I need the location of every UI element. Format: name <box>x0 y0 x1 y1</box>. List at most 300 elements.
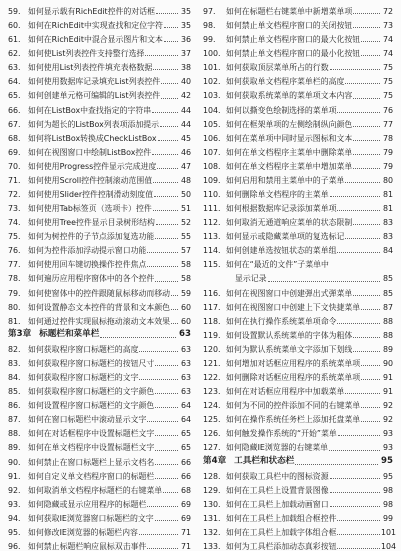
entry-number: 89. <box>8 443 21 453</box>
entry-number: 131. <box>203 513 221 523</box>
entry-title: 如何获取工具栏中的图标资源 <box>226 471 329 481</box>
entry-title: 如何使List列表控件支持整行选择 <box>28 49 145 59</box>
toc-right-column <box>203 2 397 551</box>
entry-title: 如何在操作系统任务栏上添加托盘菜单 <box>226 415 361 425</box>
entry-number: 123. <box>203 387 221 397</box>
page-number: 72 <box>382 7 393 16</box>
entry-number: 106. <box>203 133 221 143</box>
page-number: 81 <box>382 204 393 214</box>
entry-number: 97. <box>203 7 216 16</box>
toc-entry[interactable] <box>203 185 393 199</box>
entry-title: 如何通过控件实现鼠标拖动滚动文本效果 <box>28 316 171 326</box>
entry-title: 如何禁止在窗口标题栏上显示文档名 <box>28 457 155 467</box>
entry-number: 75. <box>8 232 21 242</box>
toc-entry[interactable] <box>203 86 393 100</box>
entry-number: 122. <box>203 373 221 383</box>
dot-leader <box>152 154 178 155</box>
entry-number: 95. <box>8 527 21 537</box>
entry-title: 如何获取单文档程序菜单栏的高度 <box>226 77 345 87</box>
entry-title: 如何在视图窗口中创建上下文快捷菜单 <box>226 302 361 312</box>
page-number: 44 <box>180 105 191 115</box>
dot-leader <box>139 534 178 535</box>
dot-leader <box>157 168 178 169</box>
toc-entry[interactable] <box>203 354 393 368</box>
dot-leader <box>330 506 380 507</box>
dot-leader <box>337 548 380 549</box>
entry-number: 70. <box>8 161 21 171</box>
entry-number: 60. <box>8 21 21 31</box>
entry-number: 85. <box>8 387 21 397</box>
entry-number: 133. <box>203 541 221 551</box>
toc-entry[interactable] <box>8 410 191 424</box>
entry-title: 如何使用List列表控件填充表格数据 <box>28 63 153 73</box>
toc-entry[interactable] <box>203 227 393 241</box>
dot-leader <box>268 281 380 282</box>
entry-number: 100. <box>203 49 221 59</box>
page-number: 101 <box>381 527 397 537</box>
toc-entry[interactable] <box>8 227 191 241</box>
entry-number: 103. <box>203 91 221 101</box>
dot-leader <box>353 140 380 141</box>
page-number: 35 <box>180 21 191 31</box>
toc-entry[interactable] <box>203 143 393 157</box>
page-number: 75 <box>382 63 393 73</box>
toc-entry[interactable] <box>8 171 191 185</box>
dot-leader <box>156 13 178 14</box>
toc-entry[interactable] <box>203 467 393 481</box>
entry-number: 126. <box>203 429 221 439</box>
page-number: 71 <box>180 541 191 551</box>
toc-entry[interactable] <box>8 269 191 283</box>
entry-title: 如何在RichEdit中混合显示图片和文本 <box>28 35 163 45</box>
toc-entry[interactable] <box>8 115 191 129</box>
entry-title: 如何为控件添加浮动提示窗口功能 <box>28 246 147 256</box>
entry-title: 如何修改IE浏览器的标题栏内容 <box>28 527 138 537</box>
toc-entry[interactable] <box>8 143 191 157</box>
page-number: 104 <box>381 541 397 551</box>
page-number: 73 <box>382 21 393 31</box>
toc-entry[interactable] <box>203 298 393 312</box>
dot-leader <box>353 126 380 127</box>
toc-entry[interactable] <box>8 354 191 368</box>
entry-title: 如何获取程序窗口标题栏的文字颜色 <box>28 387 155 397</box>
page-number: 63 <box>180 344 191 354</box>
entry-number: 117. <box>203 302 221 312</box>
toc-entry[interactable] <box>8 44 191 58</box>
dot-leader <box>353 224 380 225</box>
entry-title: 如何显示载有RichEdit控件的对话框 <box>28 7 155 16</box>
toc-entry[interactable] <box>8 537 191 551</box>
toc-entry[interactable] <box>8 241 191 255</box>
entry-number: 130. <box>203 499 221 509</box>
entry-number: 64. <box>8 77 21 87</box>
toc-entry[interactable] <box>8 340 191 354</box>
toc-entry[interactable] <box>8 86 191 100</box>
entry-number: 61. <box>8 35 21 45</box>
toc-entry[interactable] <box>203 396 393 410</box>
toc-entry[interactable] <box>203 255 393 269</box>
entry-title: 如何设置程序窗口标题栏的文字颜色 <box>28 401 155 411</box>
toc-left-column <box>8 2 191 551</box>
dot-leader <box>147 421 178 422</box>
toc-entry[interactable] <box>8 58 191 72</box>
entry-title: 如何在单文档程序中设置标题栏文字 <box>28 443 155 453</box>
entry-number: 111. <box>203 204 221 214</box>
dot-leader <box>353 13 380 14</box>
dot-leader <box>337 252 380 253</box>
dot-leader <box>337 112 380 113</box>
page-number: 58 <box>180 260 191 270</box>
dot-leader <box>330 69 380 70</box>
entry-number: 114. <box>203 246 221 256</box>
toc-entry[interactable] <box>203 44 393 58</box>
page-number: 52 <box>180 218 191 228</box>
page-number: 40 <box>180 77 191 87</box>
entry-number: 104. <box>203 105 221 115</box>
toc-entry[interactable] <box>203 115 393 129</box>
dot-leader <box>153 69 178 70</box>
toc-entry[interactable] <box>8 284 191 298</box>
toc-entry[interactable] <box>203 129 393 143</box>
page-number: 59 <box>180 288 191 298</box>
page-number: 92 <box>382 401 393 411</box>
dot-leader <box>139 379 178 380</box>
entry-number: 82. <box>8 344 21 354</box>
dot-leader <box>155 435 178 436</box>
entry-number: 129. <box>203 485 221 495</box>
page-number: 64 <box>180 401 191 411</box>
toc-entry[interactable] <box>203 16 393 30</box>
dot-leader <box>153 210 178 211</box>
page-number: 84 <box>382 246 393 256</box>
entry-title: 如何触发操作系统的“开始”菜单 <box>226 429 337 439</box>
entry-title: 如何使用Tree控件显示目录树形结构 <box>28 218 155 228</box>
page-number: 83 <box>382 232 393 242</box>
entry-title: 如何取消单文档程序标题栏的右键菜单 <box>28 485 163 495</box>
toc-entry[interactable] <box>203 340 393 354</box>
entry-title: 如何增加对话框应用程序的系统菜单项 <box>226 358 361 368</box>
dot-leader <box>345 238 380 239</box>
entry-number: 124. <box>203 401 221 411</box>
entry-number: 128. <box>203 471 221 481</box>
entry-title: 如何禁止单文档程序窗口的关闭按钮 <box>226 21 353 31</box>
entry-number: 108. <box>203 161 221 171</box>
page-number: 95 <box>382 471 393 481</box>
entry-title: 如何根据数据库记录添加菜单项 <box>226 204 337 214</box>
entry-number: 96. <box>8 541 21 551</box>
entry-title: 如何为不同的控件添加不同的右键菜单 <box>226 401 361 411</box>
chapter-title: 工具栏和状态栏 <box>234 455 295 466</box>
dot-leader <box>345 83 380 84</box>
entry-title: 如何使用Slider控件控制滑动刻度值 <box>28 190 154 200</box>
entry-title: 如何在工具栏上加载字体组合框 <box>226 527 337 537</box>
toc-entry[interactable] <box>203 101 393 115</box>
entry-number: 87. <box>8 415 21 425</box>
toc-entry[interactable] <box>8 312 191 326</box>
page-number: 69 <box>180 513 191 523</box>
page-number: 78 <box>382 133 393 143</box>
page-number: 93 <box>382 429 393 439</box>
dot-leader <box>361 309 380 310</box>
dot-leader <box>164 41 178 42</box>
toc-entry[interactable] <box>203 157 393 171</box>
page-number: 64 <box>180 415 191 425</box>
entry-number: 109. <box>203 175 221 185</box>
entry-title: 如何在窗口标题栏中滚动显示文字 <box>28 415 147 425</box>
toc-entry[interactable] <box>203 438 393 452</box>
entry-number: 121. <box>203 358 221 368</box>
entry-number: 115. <box>203 260 221 270</box>
entry-number: 72. <box>8 190 21 200</box>
dot-leader <box>100 337 176 338</box>
toc-entry[interactable] <box>203 326 393 340</box>
toc-entry[interactable] <box>8 16 191 30</box>
toc-entry[interactable] <box>8 495 191 509</box>
entry-title: 如何在工具栏上加载动画窗口 <box>226 499 329 509</box>
dot-leader <box>337 323 380 324</box>
toc-entry[interactable] <box>203 368 393 382</box>
dot-leader <box>139 351 178 352</box>
entry-number: 116. <box>203 288 221 298</box>
toc-entry[interactable] <box>8 453 191 467</box>
page-number: 51 <box>180 204 191 214</box>
dot-leader <box>337 210 380 211</box>
entry-title: 如何获取程序窗口标题栏的文字 <box>28 373 139 383</box>
entry-number: 127. <box>203 443 221 453</box>
toc-entry[interactable] <box>8 213 191 227</box>
page-number: 66 <box>180 471 191 481</box>
entry-number: 93. <box>8 499 21 509</box>
entry-title: 如何以撕变色绘制选择的菜单项 <box>226 105 337 115</box>
dot-leader <box>147 506 178 507</box>
chapter-label: 第4章 <box>203 455 227 466</box>
entry-number: 84. <box>8 373 21 383</box>
dot-leader <box>160 126 178 127</box>
dot-leader <box>171 323 178 324</box>
page-number: 75 <box>382 77 393 87</box>
toc-entry[interactable] <box>8 368 191 382</box>
dot-leader <box>155 478 178 479</box>
toc-entry[interactable] <box>203 171 393 185</box>
toc-entry[interactable] <box>203 2 393 16</box>
dot-leader <box>361 365 380 366</box>
dot-leader <box>345 182 380 183</box>
dot-leader <box>353 168 380 169</box>
entry-title: 如何禁止单文档程序窗口的最大化按钮 <box>226 35 361 45</box>
page-number: 45 <box>180 133 191 143</box>
dot-leader <box>361 41 380 42</box>
page-number: 66 <box>180 457 191 467</box>
toc-entry[interactable] <box>203 424 393 438</box>
page-number: 36 <box>180 35 191 45</box>
entry-number: 88. <box>8 429 21 439</box>
entry-number: 83. <box>8 358 21 368</box>
entry-title: 如何在单文档程序主菜单中删除菜单 <box>226 147 353 157</box>
entry-number: 77. <box>8 260 21 270</box>
toc-entry[interactable] <box>8 101 191 115</box>
toc-entry[interactable] <box>203 382 393 396</box>
entry-title: 如何自定义单文档程序窗口的标题栏 <box>28 471 155 481</box>
page-number: 47 <box>180 161 191 171</box>
entry-title: 如何使用数据库记录填充List列表控件 <box>28 77 161 87</box>
dot-leader <box>338 435 380 436</box>
entry-title: 如何在执行操作系统菜单项命令 <box>226 316 337 326</box>
page-number: 88 <box>382 330 393 340</box>
toc-entry[interactable] <box>8 255 191 269</box>
dot-leader <box>353 351 380 352</box>
dot-leader <box>345 393 380 394</box>
page-number: 60 <box>180 302 191 312</box>
toc-entry[interactable] <box>203 213 393 227</box>
entry-title: 如何使用回车键切换操作控件焦点 <box>28 260 147 270</box>
entry-number: 94. <box>8 513 21 523</box>
entry-number: 99. <box>203 35 216 45</box>
entry-title: 如何禁止单文档程序窗口的最小化按钮 <box>226 49 361 59</box>
page-number: 95 <box>381 455 393 466</box>
page-number: 79 <box>382 161 393 171</box>
entry-title: 如何在RichEdit中实现查找和定位字符 <box>28 21 163 31</box>
entry-number: 112. <box>203 218 221 228</box>
dot-leader <box>361 55 380 56</box>
page-number: 85 <box>382 274 393 284</box>
entry-number: 81. <box>8 316 21 326</box>
entry-title: 如何在标题栏右键菜单中新增菜单项 <box>226 7 353 16</box>
page-number: 55 <box>180 232 191 242</box>
toc-entry[interactable] <box>203 241 393 255</box>
toc-entry[interactable] <box>8 382 191 396</box>
toc-entry[interactable] <box>203 481 393 495</box>
toc-entry[interactable] <box>8 424 191 438</box>
entry-title: 如何在框架单项的左侧绘制纵向颜色 <box>226 119 353 129</box>
entry-number: 132. <box>203 527 221 537</box>
chapter-label: 第3章 <box>8 329 32 339</box>
toc-entry[interactable] <box>8 396 191 410</box>
dot-leader <box>353 295 380 296</box>
toc-entry[interactable] <box>203 72 393 86</box>
entry-number: 90. <box>8 457 21 467</box>
toc-entry[interactable] <box>203 58 393 72</box>
entry-title: 如何在菜单项中同时显示图标和文本 <box>226 133 353 143</box>
entry-title: 如何获取程序窗口标题栏的高度 <box>28 344 139 354</box>
toc-entry[interactable] <box>8 467 191 481</box>
toc-entry[interactable] <box>8 481 191 495</box>
page-number: 37 <box>180 49 191 59</box>
entry-title: 如何在视图窗口中绘制ListBox控件 <box>28 147 152 157</box>
page-number: 91 <box>382 387 393 397</box>
dot-leader <box>147 548 178 549</box>
toc-entry[interactable] <box>8 157 191 171</box>
dot-leader <box>337 534 380 535</box>
page-number: 46 <box>180 147 191 157</box>
entry-number: 71. <box>8 175 21 185</box>
dot-leader <box>147 266 178 267</box>
toc-entry[interactable] <box>8 2 191 16</box>
page-number: 93 <box>382 443 393 453</box>
entry-number: 91. <box>8 471 21 481</box>
toc-entry[interactable] <box>203 495 393 509</box>
dot-leader <box>156 224 178 225</box>
page-number: 63 <box>180 387 191 397</box>
toc-chapter-heading[interactable] <box>8 326 191 340</box>
toc-entry[interactable] <box>203 30 393 44</box>
entry-number: 65. <box>8 91 21 101</box>
entry-title: 如何在视图窗口中创建弹出式弹菜单 <box>226 288 353 298</box>
entry-title: 如何创建单元格可编辑的List列表控件 <box>28 91 161 101</box>
toc-entry[interactable] <box>203 312 393 326</box>
toc-entry[interactable] <box>203 199 393 213</box>
toc-entry[interactable] <box>8 199 191 213</box>
toc-entry[interactable] <box>8 509 191 523</box>
entry-title: 如何设置静态文本控件的背景和文本颜色 <box>28 302 171 312</box>
toc-entry[interactable] <box>8 438 191 452</box>
entry-number: 113. <box>203 232 221 242</box>
page-number: 38 <box>180 63 191 73</box>
toc-entry[interactable] <box>8 523 191 537</box>
toc-entry[interactable] <box>203 523 397 537</box>
page-number: 57 <box>180 246 191 256</box>
dot-leader <box>361 379 380 380</box>
toc-entry[interactable] <box>203 284 393 298</box>
entry-title: 如何禁止标题栏响应鼠标双击事件 <box>28 541 147 551</box>
page-number: 77 <box>382 119 393 129</box>
entry-number: 63. <box>8 63 21 73</box>
entry-number: 86. <box>8 401 21 411</box>
entry-number: 62. <box>8 49 21 59</box>
entry-number: 79. <box>8 288 21 298</box>
toc-entry[interactable] <box>203 537 397 551</box>
toc-entry[interactable] <box>8 185 191 199</box>
toc-entry[interactable] <box>203 509 393 523</box>
dot-leader <box>353 337 380 338</box>
page-number: 63 <box>180 373 191 383</box>
page-number: 92 <box>382 415 393 425</box>
chapter-title: 标题栏和菜单栏 <box>39 329 100 339</box>
dot-leader <box>361 421 380 422</box>
entry-title: 如何使用Scroll控件控制滚动范围值 <box>28 175 153 185</box>
entry-title: 如何在ListBox中查找指定的字符串 <box>28 105 152 115</box>
dot-leader <box>153 182 178 183</box>
entry-number: 59. <box>8 7 21 16</box>
entry-number: 105. <box>203 119 221 129</box>
dot-leader <box>163 492 178 493</box>
toc-entry[interactable] <box>203 410 393 424</box>
entry-number: 120. <box>203 344 221 354</box>
page-number: 63 <box>179 329 191 339</box>
entry-title: 如何为超长的ListBox列表项添加提示 <box>28 119 160 129</box>
entry-title: 如何显示或隐藏菜单项的复选标记 <box>226 232 345 242</box>
page-number: 88 <box>382 316 393 326</box>
dot-leader <box>155 450 178 451</box>
entry-title: 如何启用和禁用主菜单中的子菜单 <box>226 175 345 185</box>
toc-entry-continuation[interactable] <box>203 269 393 283</box>
toc-entry[interactable] <box>8 72 191 86</box>
page-number: 42 <box>180 91 191 101</box>
page-number: 98 <box>382 499 393 509</box>
page-number: 76 <box>382 105 393 115</box>
toc-chapter-heading[interactable] <box>203 453 393 467</box>
toc-entry[interactable] <box>8 129 191 143</box>
dot-leader <box>155 520 178 521</box>
entry-title: 显示记录 <box>235 274 267 284</box>
dot-leader <box>147 252 178 253</box>
toc-entry[interactable] <box>8 298 191 312</box>
toc-entry[interactable] <box>8 30 191 44</box>
dot-leader <box>155 365 178 366</box>
entry-title: 如何获取系统菜单的菜单项文本内容 <box>226 91 353 101</box>
entry-title: 如何使用Tab标签页（选项卡）控件 <box>28 204 152 214</box>
dot-leader <box>145 55 178 56</box>
dot-leader <box>155 281 178 282</box>
